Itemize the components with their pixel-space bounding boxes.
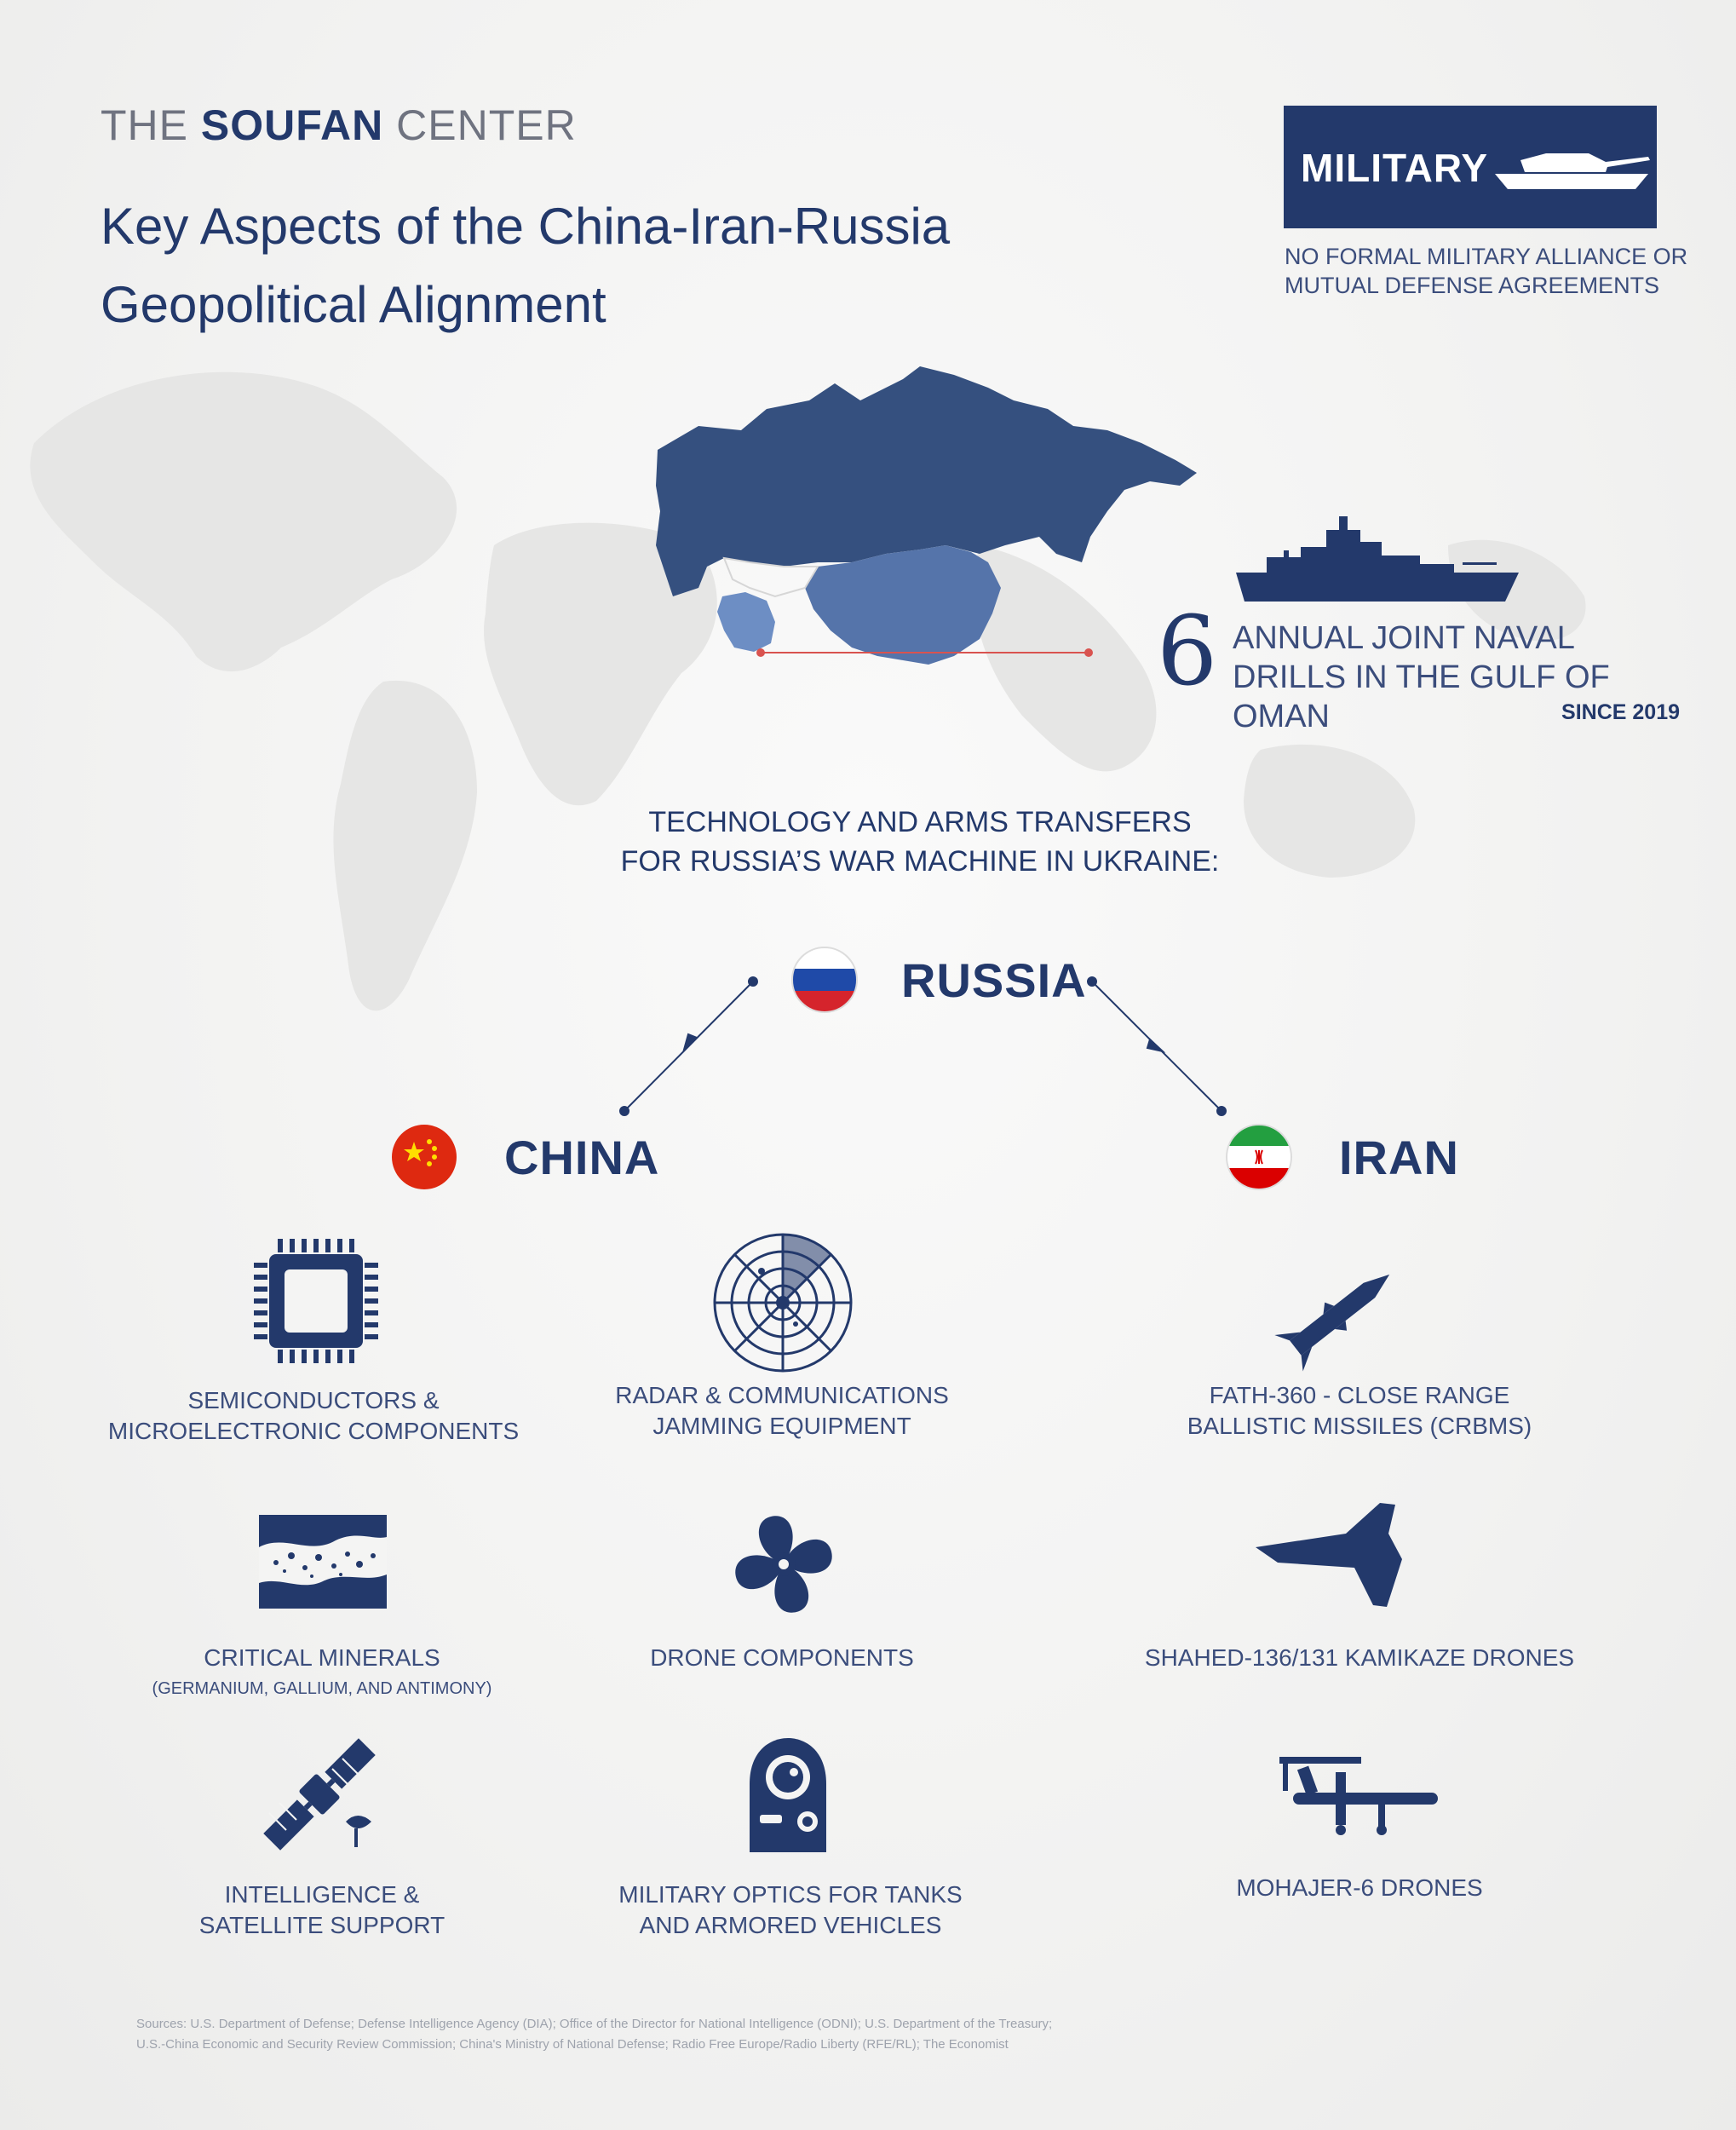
iran-flag-icon bbox=[1225, 1123, 1293, 1191]
military-note bbox=[1285, 242, 1693, 300]
iran-item-1-line-1: FATH-360 - CLOSE RANGE bbox=[1209, 1382, 1510, 1408]
optics-icon bbox=[733, 1733, 843, 1861]
minerals-icon bbox=[259, 1515, 387, 1609]
military-label: MILITARY bbox=[1301, 146, 1489, 190]
brand-prefix: THE bbox=[101, 101, 188, 149]
title-line-2: Geopolitical Alignment bbox=[101, 276, 606, 333]
country-iran: IRAN bbox=[1339, 1131, 1459, 1184]
shared-item-3-line-1: MILITARY OPTICS FOR TANKS bbox=[618, 1881, 963, 1908]
transfers-heading bbox=[494, 803, 1346, 881]
propeller-icon bbox=[724, 1505, 843, 1624]
brand-logo bbox=[101, 101, 577, 150]
naval-drill-line-2: DRILLS IN THE GULF OF OMAN bbox=[1233, 659, 1610, 734]
military-note-line-1: NO FORMAL MILITARY ALLIANCE OR bbox=[1285, 244, 1688, 269]
naval-since: SINCE 2019 bbox=[1561, 700, 1680, 724]
china-item-2-line-2: (GERMANIUM, GALLIUM, AND ANTIMONY) bbox=[152, 1679, 492, 1698]
iran-item-3-line-1: MOHAJER-6 DRONES bbox=[1236, 1874, 1483, 1901]
sources-footnote bbox=[136, 2014, 1499, 2055]
missile-icon bbox=[1274, 1256, 1411, 1367]
china-item-1-line-2: MICROELECTRONIC COMPONENTS bbox=[107, 1418, 520, 1444]
naval-route-start-dot bbox=[756, 648, 765, 657]
naval-drill-line-1: ANNUAL JOINT NAVAL bbox=[1233, 620, 1575, 656]
china-item-minerals bbox=[101, 1643, 543, 1704]
shared-item-drone-components bbox=[560, 1643, 1003, 1673]
iran-item-2-line-1: SHAHED-136/131 KAMIKAZE DRONES bbox=[1144, 1644, 1575, 1671]
iran-item-mohajer bbox=[1138, 1873, 1581, 1903]
china-flag-icon bbox=[390, 1123, 458, 1191]
sources-line-1: Sources: U.S. Department of Defense; Defense Intelligence Agency (DIA); Office of the Director for National Intelligence (ODNI); U.S. Department of the Treasury; bbox=[136, 2017, 1053, 2031]
shared-item-1-line-1: RADAR & COMMUNICATIONS bbox=[615, 1382, 949, 1408]
connector-arrows bbox=[0, 937, 1736, 1278]
shared-item-3-line-2: AND ARMORED VEHICLES bbox=[639, 1912, 942, 1938]
country-china: CHINA bbox=[504, 1131, 660, 1184]
satellite-icon bbox=[247, 1726, 392, 1862]
china-item-3-line-1: INTELLIGENCE & bbox=[224, 1881, 420, 1908]
china-item-1-line-1: SEMICONDUCTORS & bbox=[187, 1387, 440, 1413]
china-map-shape bbox=[805, 545, 1001, 665]
shared-item-2-line-1: DRONE COMPONENTS bbox=[650, 1644, 914, 1671]
microchip-icon bbox=[252, 1237, 380, 1365]
shared-item-optics bbox=[560, 1880, 1020, 1941]
kamikaze-drone-icon bbox=[1252, 1500, 1414, 1610]
warship-icon bbox=[1233, 513, 1522, 607]
shared-item-radar bbox=[560, 1380, 1003, 1442]
radar-icon bbox=[710, 1230, 855, 1375]
page-title bbox=[101, 187, 1080, 344]
title-line-1: Key Aspects of the China-Iran-Russia bbox=[101, 198, 951, 255]
iran-item-shahed bbox=[1138, 1643, 1581, 1673]
sources-line-2: U.S.-China Economic and Security Review Commission; China's Ministry of National Defense; Radio Free Europe/Radio Liberty (RFE/RL); The Economist bbox=[136, 2037, 1009, 2052]
iran-item-1-line-2: BALLISTIC MISSILES (CRBMS) bbox=[1187, 1413, 1532, 1439]
uav-icon bbox=[1276, 1750, 1438, 1844]
brand-suffix: CENTER bbox=[396, 101, 577, 149]
naval-route-end-dot bbox=[1084, 648, 1093, 657]
transfers-line-2: FOR RUSSIA’S WAR MACHINE IN UKRAINE: bbox=[620, 845, 1220, 878]
iran-item-fath360 bbox=[1138, 1380, 1581, 1442]
shared-item-1-line-2: JAMMING EQUIPMENT bbox=[652, 1413, 911, 1439]
china-item-3-line-2: SATELLITE SUPPORT bbox=[198, 1912, 445, 1938]
china-item-2-line-1: CRITICAL MINERALS bbox=[204, 1644, 440, 1671]
tank-icon bbox=[1486, 136, 1657, 196]
brand-strong: SOUFAN bbox=[200, 101, 384, 149]
naval-drill-count: 6 bbox=[1157, 596, 1218, 707]
iran-map-shape bbox=[717, 592, 775, 652]
transfers-line-1: TECHNOLOGY AND ARMS TRANSFERS bbox=[648, 806, 1192, 838]
military-note-line-2: MUTUAL DEFENSE AGREEMENTS bbox=[1285, 273, 1660, 298]
china-item-semiconductors bbox=[83, 1385, 543, 1447]
china-item-satellite bbox=[101, 1880, 543, 1941]
country-russia: RUSSIA bbox=[901, 953, 1087, 1007]
